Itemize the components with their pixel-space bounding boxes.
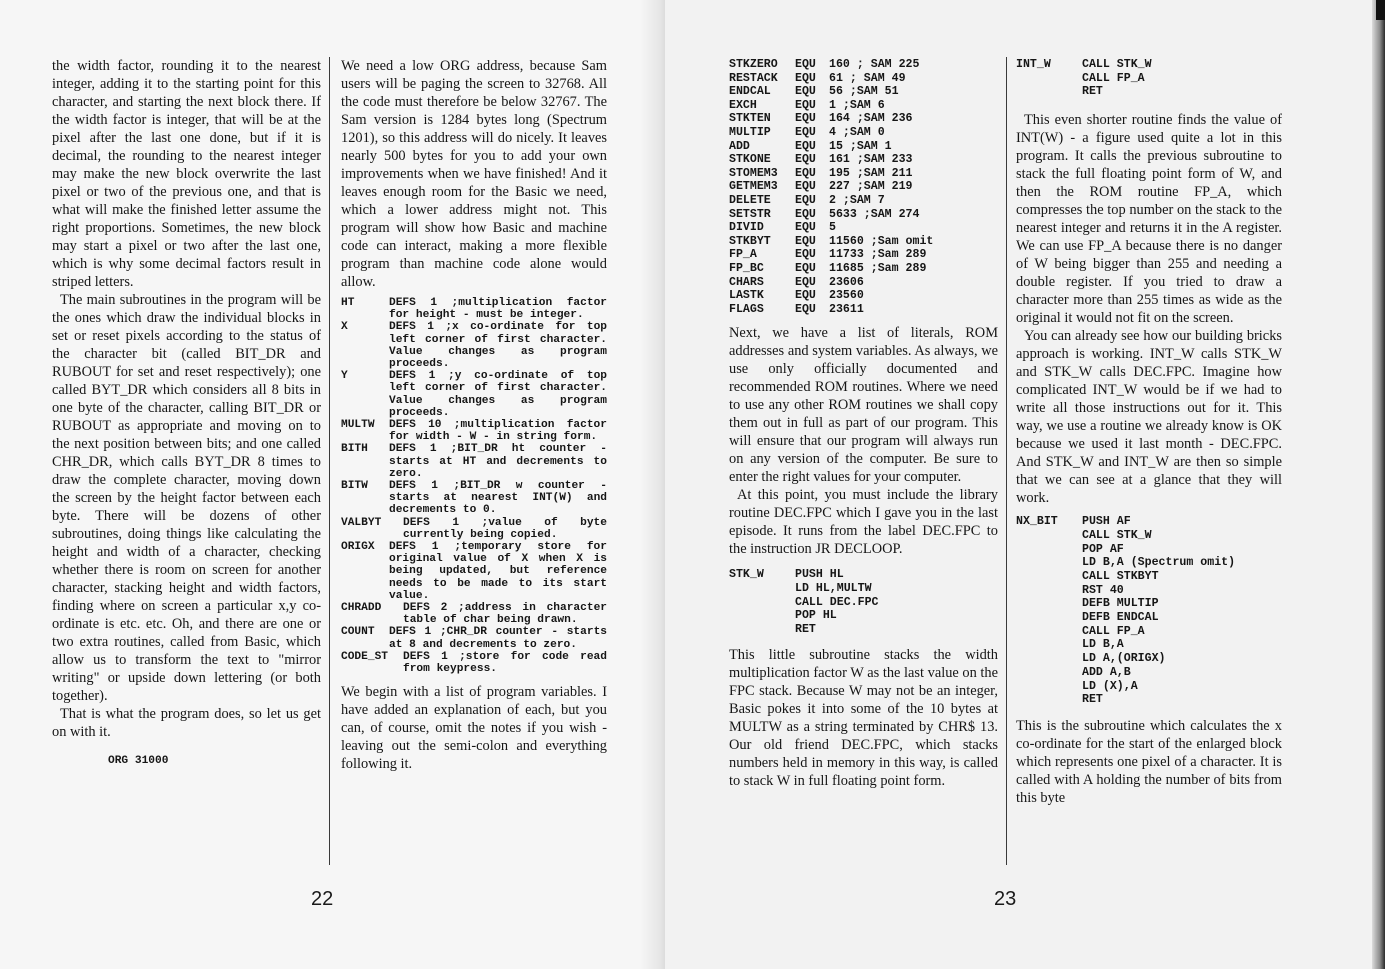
code-instr: RET xyxy=(795,623,816,637)
equ-op: EQU xyxy=(795,71,816,85)
equ-row xyxy=(729,194,998,208)
code-label: STK_W xyxy=(729,568,764,582)
code-label xyxy=(1016,543,1082,557)
equ-row xyxy=(729,167,998,181)
equ-value: 2 ;SAM 7 xyxy=(829,193,885,207)
equ-name: GETMEM3 xyxy=(729,180,778,194)
code-label: NX_BIT xyxy=(1016,515,1058,529)
code-instr: RST 40 xyxy=(1082,583,1124,597)
defs-text: DEFS 1 ;multiplication factor for height - must be integer. xyxy=(389,297,607,322)
equ-op: EQU xyxy=(795,248,816,262)
code-line xyxy=(1016,515,1282,529)
equ-row xyxy=(729,140,998,154)
code-label xyxy=(729,596,795,610)
equ-name: CHARS xyxy=(729,275,764,289)
defs-text: DEFS 1 ;BIT_DR w counter - starts at nearest INT(W) and decrements to 0. xyxy=(389,480,607,517)
code-label xyxy=(1016,680,1082,694)
code-label xyxy=(1016,666,1082,680)
equ-name: STOMEM3 xyxy=(729,166,778,180)
code-instr: PUSH HL xyxy=(795,568,844,582)
equ-row xyxy=(729,126,998,140)
defs-text: DEFS 1 ;value of byte currently being copied. xyxy=(403,516,607,541)
equ-name: MULTIP xyxy=(729,125,771,139)
equ-row xyxy=(729,235,998,249)
code-line xyxy=(729,609,998,623)
defs-entry xyxy=(341,480,607,517)
equ-row xyxy=(729,262,998,276)
equ-value: 11560 ;Sam omit xyxy=(829,234,934,248)
right-col-1 xyxy=(729,58,998,790)
equ-op: EQU xyxy=(795,275,816,289)
defs-entry xyxy=(341,370,607,419)
code-instr: CALL FP_A xyxy=(1082,71,1145,85)
code-line xyxy=(1016,529,1282,543)
defs-label: Y xyxy=(341,370,348,383)
equ-name: FP_A xyxy=(729,248,757,262)
code-label xyxy=(1016,611,1082,625)
paragraph: At this point, you must include the library routine DEC.FPC which I gave you in the last episode. It runs from the label DEC.FPC to the instruction JR DECLOOP. xyxy=(729,487,998,558)
page-number: 22 xyxy=(311,888,334,910)
equ-name: EXCH xyxy=(729,98,757,112)
equ-row xyxy=(729,248,998,262)
equ-value: 227 ;SAM 219 xyxy=(829,180,913,194)
code-line xyxy=(1016,85,1282,99)
equ-row xyxy=(729,85,998,99)
code-label xyxy=(729,623,795,637)
equ-table xyxy=(729,58,998,316)
defs-label: MULTW xyxy=(341,419,375,432)
equ-row xyxy=(729,153,998,167)
equ-value: 5 xyxy=(829,221,836,235)
defs-label: ORIGX xyxy=(341,541,375,554)
code-line xyxy=(1016,611,1282,625)
equ-row xyxy=(729,289,998,303)
equ-value: 23606 xyxy=(829,275,864,289)
code-instr: CALL STK_W xyxy=(1082,528,1152,542)
equ-row xyxy=(729,303,998,317)
equ-value: 5633 ;SAM 274 xyxy=(829,207,920,221)
defs-text: DEFS 1 ;CHR_DR counter - starts at 8 and decrements to zero. xyxy=(389,626,607,651)
code-label xyxy=(1016,556,1082,570)
code-instr: LD HL,MULTW xyxy=(795,581,872,595)
code-label xyxy=(1016,584,1082,598)
equ-value: 56 ;SAM 51 xyxy=(829,85,899,99)
equ-name: ENDCAL xyxy=(729,85,771,99)
code-line xyxy=(1016,680,1282,694)
code-label xyxy=(1016,597,1082,611)
defs-entry xyxy=(341,541,607,602)
column-divider xyxy=(329,57,330,865)
equ-row xyxy=(729,221,998,235)
equ-name: LASTK xyxy=(729,289,764,303)
equ-name: DIVID xyxy=(729,221,764,235)
equ-value: 4 ;SAM 0 xyxy=(829,125,885,139)
code-stk-w xyxy=(729,568,998,637)
equ-value: 23611 xyxy=(829,302,864,316)
code-instr: CALL STK_W xyxy=(1082,58,1152,71)
code-instr: POP HL xyxy=(795,609,837,623)
equ-op: EQU xyxy=(795,221,816,235)
equ-op: EQU xyxy=(795,302,816,316)
code-line xyxy=(1016,693,1282,707)
equ-op: EQU xyxy=(795,193,816,207)
equ-name: STKBYT xyxy=(729,234,771,248)
code-instr: RET xyxy=(1082,85,1103,99)
defs-entry xyxy=(341,517,607,541)
defs-entry xyxy=(341,419,607,443)
equ-name: STKZERO xyxy=(729,58,778,71)
code-instr: DEFB MULTIP xyxy=(1082,597,1159,611)
paragraph: You can already see how our building bricks approach is working. INT_W calls STK_W and STK_W calls DEC.FPC. Imagine how complicated INT_W would be if we had to write all those instructions out for it. This way, we use a routine we already know is OK because we used it last month - DEC.FPC. And STK_W and INT_W are then so simple that we can see at a glance that they will work. xyxy=(1016,328,1282,507)
equ-name: SETSTR xyxy=(729,207,771,221)
code-label xyxy=(1016,638,1082,652)
code-line xyxy=(1016,625,1282,639)
defs-entry xyxy=(341,602,607,626)
defs-label: BITH xyxy=(341,443,368,456)
code-line xyxy=(1016,543,1282,557)
code-label xyxy=(1016,72,1082,86)
equ-op: EQU xyxy=(795,261,816,275)
code-instr: LD A,(ORIGX) xyxy=(1082,652,1166,666)
code-line xyxy=(1016,570,1282,584)
equ-value: 164 ;SAM 236 xyxy=(829,112,913,126)
code-line xyxy=(1016,652,1282,666)
equ-op: EQU xyxy=(795,98,816,112)
code-nx-bit xyxy=(1016,515,1282,707)
code-instr: POP AF xyxy=(1082,542,1124,556)
code-line xyxy=(729,623,998,637)
code-line xyxy=(1016,556,1282,570)
defs-text: DEFS 2 ;address in character table of char being drawn. xyxy=(403,602,607,627)
defs-label: HT xyxy=(341,297,355,309)
equ-name: STKTEN xyxy=(729,112,771,126)
equ-value: 160 ; SAM 225 xyxy=(829,58,920,71)
left-col-1 xyxy=(52,57,321,767)
defs-label: CHRADD xyxy=(341,602,382,615)
equ-row xyxy=(729,276,998,290)
equ-op: EQU xyxy=(795,234,816,248)
equ-op: EQU xyxy=(795,207,816,221)
page-edge xyxy=(1372,0,1385,969)
code-line xyxy=(729,568,998,582)
paragraph: That is what the program does, so let us get on with it. xyxy=(52,706,321,740)
code-instr: CALL FP_A xyxy=(1082,624,1145,638)
equ-row xyxy=(729,58,998,72)
code-label: INT_W xyxy=(1016,58,1051,71)
defs-text: DEFS 10 ;multiplication factor for width - W - in string form. xyxy=(389,419,607,444)
code-label xyxy=(1016,85,1082,99)
defs-label: CODE_ST xyxy=(341,650,388,663)
defs-entry xyxy=(341,651,607,675)
code-instr: PUSH AF xyxy=(1082,515,1131,529)
equ-op: EQU xyxy=(795,125,816,139)
defs-text: DEFS 1 ;store for code read from keypress. xyxy=(403,650,607,676)
paragraph: The main subroutines in the program will be the ones which draw the individual blocks in set or reset pixels according to the status of the character bit (called BIT_DR and RUBOUT for set and reset respectively); one called BYT_DR which considers all 8 bits in one byte of the character, calling BIT_DR or RUBOUT as appropriate and moving on to the next position between bits; and one called CHR_DR, which calls BYT_DR 8 times to draw the complete character, moving down the screen by the height factor between each byte. There will be dozens of other subroutines, doing things like calculating the height and width of a character, checking whether there is room on screen for another character, stacking height and width factors, finding where on screen a particular x,y co-ordinate is etc. etc. Oh, and there are one or two extra routines, called from Basic, which allow us to transform the text to "mirror writing" or upside down lettering (or both together). xyxy=(52,292,321,704)
defs-text: DEFS 1 ;x co-ordinate for top left corner of first character. Value changes as program proceeds. xyxy=(389,321,607,371)
code-label xyxy=(1016,625,1082,639)
equ-row xyxy=(729,72,998,86)
equ-op: EQU xyxy=(795,58,816,71)
defs-entry xyxy=(341,321,607,370)
defs-label: VALBYT xyxy=(341,516,382,529)
defs-list xyxy=(341,297,607,675)
equ-value: 61 ; SAM 49 xyxy=(829,71,906,85)
equ-op: EQU xyxy=(795,166,816,180)
code-instr: LD B,A xyxy=(1082,638,1124,652)
paragraph: the width factor, rounding it to the nearest integer, adding it to the starting point for this character, and starting the next block there. If the width factor is integer, that will be at the pixel after the last one done, but if it is decimal, the rounding to the nearest integer may make the new block overwrite the last pixel or two of the previous one, and that is what will make the finished letter assume the right proportions. Sometimes, the new block may start a pixel or two after the last one, which is why some decimal factors result in striped letters. xyxy=(52,58,321,290)
code-label xyxy=(1016,570,1082,584)
paragraph: This even shorter routine finds the value of INT(W) - a figure used quite a lot in this program. It calls the previous subroutine to stack the full floating point form of W, and then the ROM routine FP_A, which compresses the top number on the stack to the nearest integer and returns it in the A register. We can use FP_A because there is no danger of W being bigger than 255 and needing a double register. If you tried to draw a character more than 255 times as wide as the original it would not fit on the screen. xyxy=(1016,112,1282,327)
code-instr: LD B,A (Spectrum omit) xyxy=(1082,556,1236,570)
paragraph: This is the subroutine which calculates the x co-ordinate for the start of the enlarged block which represents one pixel of a character. It is called with A holding the number of bits from this byte xyxy=(1016,717,1282,806)
defs-entry xyxy=(341,443,607,480)
column-divider xyxy=(1006,57,1007,865)
page-number: 23 xyxy=(994,888,1017,910)
code-line xyxy=(1016,58,1282,72)
code-line xyxy=(1016,638,1282,652)
code-line xyxy=(729,582,998,596)
code-line xyxy=(1016,666,1282,680)
code-instr: DEFB ENDCAL xyxy=(1082,611,1159,625)
paragraph: We need a low ORG address, because Sam users will be paging the screen to 32768. All the code must therefore be below 32767. The Sam version is 1284 bytes long (Spectrum 1201), so this address will do nicely. It leaves nearly 500 bytes for you to add your own improvements when we have finished! And it leaves enough room for the Basic we need, which a lower address might not. This program will show how Basic and machine code can interact, making a more flexible program than machine code alone would allow. xyxy=(341,58,607,290)
paragraph: Next, we have a list of literals, ROM addresses and system variables. As always, we use only officially documented and recommended ROM routines. Where we need to use any other ROM routines we shall copy them out in full as part of our program. This will ensure that our program will always run on any version of the computer. Be sure to enter the right values for your computer. xyxy=(729,325,998,486)
defs-label: COUNT xyxy=(341,626,375,639)
code-line xyxy=(1016,72,1282,86)
code-label xyxy=(1016,529,1082,543)
defs-text: DEFS 1 ;y co-ordinate of top left corner of first character. Value changes as program proceeds. xyxy=(389,370,607,419)
code-instr: CALL DEC.FPC xyxy=(795,595,879,609)
code-label xyxy=(729,609,795,623)
defs-label: BITW xyxy=(341,480,368,493)
equ-name: RESTACK xyxy=(729,71,778,85)
defs-text: DEFS 1 ;temporary store for original value of X when X is being updated, but reference needs to be made to its start value. xyxy=(389,541,607,602)
defs-label: X xyxy=(341,321,348,334)
right-col-2 xyxy=(1016,58,1282,807)
equ-op: EQU xyxy=(795,180,816,194)
equ-value: 23560 xyxy=(829,289,864,303)
equ-value: 161 ;SAM 233 xyxy=(829,153,913,167)
equ-op: EQU xyxy=(795,85,816,99)
code-line xyxy=(729,596,998,610)
defs-entry xyxy=(341,626,607,650)
equ-name: FP_BC xyxy=(729,261,764,275)
paragraph: We begin with a list of program variables. I have added an explanation of each, but you can, of course, omit the notes if you wish - leaving out the semi-colon and everything following it. xyxy=(341,684,607,773)
equ-name: STKONE xyxy=(729,153,771,167)
equ-value: 11685 ;Sam 289 xyxy=(829,261,927,275)
code-instr: LD (X),A xyxy=(1082,679,1138,693)
equ-value: 195 ;SAM 211 xyxy=(829,166,913,180)
defs-text: DEFS 1 ;BIT_DR ht counter - starts at HT and decrements to zero. xyxy=(389,443,607,480)
equ-row xyxy=(729,180,998,194)
code-org: ORG 31000 xyxy=(108,755,169,767)
equ-value: 11733 ;Sam 289 xyxy=(829,248,927,262)
equ-op: EQU xyxy=(795,289,816,303)
code-line xyxy=(1016,597,1282,611)
equ-row xyxy=(729,99,998,113)
equ-name: DELETE xyxy=(729,193,771,207)
equ-row xyxy=(729,208,998,222)
code-instr: CALL STKBYT xyxy=(1082,569,1159,583)
equ-op: EQU xyxy=(795,153,816,167)
code-label xyxy=(1016,693,1082,707)
code-int-w xyxy=(1016,58,1282,99)
left-col-2 xyxy=(341,57,607,773)
code-label xyxy=(1016,652,1082,666)
equ-value: 1 ;SAM 6 xyxy=(829,98,885,112)
paragraph: This little subroutine stacks the width multiplication factor W as the last value on the FPC stack. Because W may not be an integer, Basic pokes it into some of the 10 bytes at MULTW as a string terminated by CHR$ 13. Our old friend DEC.FPC, which stacks numbers held in memory in this way, is called to stack W in full floating point form. xyxy=(729,646,998,789)
page-edge-corner xyxy=(1376,0,1385,20)
equ-name: ADD xyxy=(729,139,750,153)
equ-op: EQU xyxy=(795,112,816,126)
code-instr: RET xyxy=(1082,693,1103,707)
defs-entry xyxy=(341,297,607,321)
code-label xyxy=(729,582,795,596)
equ-value: 15 ;SAM 1 xyxy=(829,139,892,153)
equ-name: FLAGS xyxy=(729,302,764,316)
code-instr: ADD A,B xyxy=(1082,665,1131,679)
equ-op: EQU xyxy=(795,139,816,153)
equ-row xyxy=(729,112,998,126)
code-line xyxy=(1016,584,1282,598)
